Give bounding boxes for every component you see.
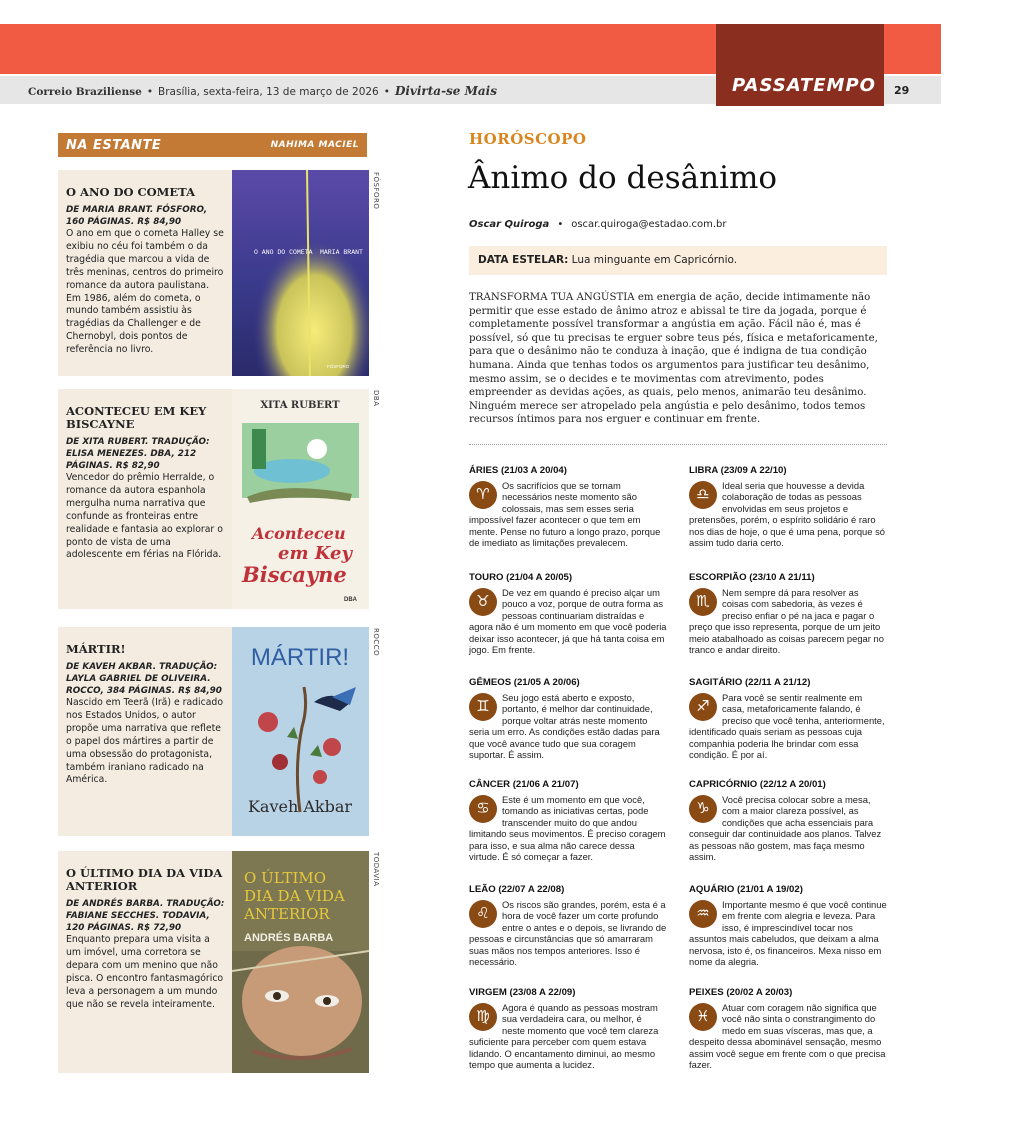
sign-virgo <box>469 987 667 1071</box>
sign-text: Seu jogo está aberto e exposto, portanto, é melhor dar continuidade, porque voltar atrás neste momento seria um erro. As condições estão dadas para que você avance tudo que sua coragem suportar. É assim. <box>469 691 660 760</box>
stellar-date-label: DATA ESTELAR: <box>478 254 569 266</box>
newspaper-name: Correio Braziliense <box>28 86 142 98</box>
sign-libra <box>689 465 887 549</box>
section-label: PASSATEMPO <box>732 75 876 96</box>
cover-credit: DBA <box>372 390 380 407</box>
sign-name: ESCORPIÃO (23/10 A 21/11) <box>689 572 815 583</box>
sign-cancer <box>469 779 667 863</box>
cover-credit: FÓSFORO <box>372 172 380 210</box>
cancer-icon: ♋ <box>469 795 497 823</box>
sign-text: Agora é quando as pessoas mostram sua verdadeira cara, ou melhor, é neste momento que você tem clareza suficiente para perceber com quem estava lidando. O encantamento diminui, ao mesmo tempo que aumenta a lucidez. <box>469 1001 659 1070</box>
sign-name: LEÃO (22/07 A 22/08) <box>469 884 565 895</box>
sign-text: Nem sempre dá para resolver as coisas com sabedoria, às vezes é preciso enfiar o pé na jaca e pagar o preço que isso representa, porque de um jeito meio atabalhoado as coisas parecem pegar no tranco e andar direito. <box>689 586 884 655</box>
book-card-ano-do-cometa <box>58 170 367 376</box>
sign-gemini <box>469 677 667 761</box>
cover-author: ANDRÉS BARBA <box>244 932 334 944</box>
cover-author: Kaveh Akbar <box>247 797 353 816</box>
sign-name: VIRGEM (23/08 A 22/09) <box>469 987 576 998</box>
book-title: O ÚLTIMO DIA DA VIDA ANTERIOR <box>66 866 223 893</box>
sign-name: CAPRICÓRNIO (22/12 A 20/01) <box>689 779 826 790</box>
book-card-key-biscayne <box>58 389 367 609</box>
book-cover <box>232 851 369 1073</box>
divider <box>469 444 887 445</box>
masthead: Correio Braziliense • Brasília, sexta-feira, 13 de março de 2026 • Divirta-se Mais <box>28 84 497 98</box>
sign-name: AQUÁRIO (21/01 A 19/02) <box>689 884 803 895</box>
sign-aries <box>469 465 667 549</box>
page-number: 29 <box>894 84 910 97</box>
book-meta: DE MARIA BRANT. FÓSFORO, 160 PÁGINAS. R$ 84,90 <box>66 205 208 227</box>
book-card-martir <box>58 627 367 836</box>
book-description: O ano em que o cometa Halley se exibiu no céu foi também o da tragédia que marcou a vida de três meninas, centros do primeiro romance da autora paulistana. Em 1986, além do cometa, o mundo também assistiu às tragédias da Challenger e de Chernobyl, dois pontos de referência no livro. <box>66 228 224 356</box>
stellar-date-box <box>469 246 887 275</box>
sign-text: Atuar com coragem não significa que você não sinta o constrangimento do medo em suas vísceras, mas que, a despeito dessa abominável sensação, mesmo assim você segue em frente com o que precisa fazer. <box>689 1001 886 1070</box>
author-email[interactable]: oscar.quiroga@estadao.com.br <box>571 219 727 230</box>
book-title: ACONTECEU EM KEY BISCAYNE <box>66 404 207 431</box>
sign-pisces <box>689 987 887 1071</box>
book-title: MÁRTIR! <box>66 642 126 656</box>
book-meta: DE KAVEH AKBAR. TRADUÇÃO: LAYLA GABRIEL DE OLIVEIRA. ROCCO, 384 PÁGINAS. R$ 84,90 <box>66 662 222 696</box>
book-cover <box>232 170 369 376</box>
book-meta: DE ANDRÉS BARBA. TRADUÇÃO: FABIANE SECCHES. TODAVIA, 120 PÁGINAS. R$ 72,90 <box>66 899 225 933</box>
estante-header <box>58 133 367 157</box>
leo-icon: ♌ <box>469 900 497 928</box>
sign-text: Ideal seria que houvesse a devida colaboração de todas as pessoas envolvidas em seus projetos e pretensões, porém, o espírito solidário é raro nos dias de hoje, o que é uma pena, porque só assim tudo daria certo. <box>689 479 885 548</box>
horoscope-intro: TRANSFORMA TUA ANGÚSTIA em energia de ação, decide intimamente não permitir que esse estado de ânimo atroz e abissal te tire da jogada, porque é completamente possível transformar a angústia em ação. Fácil não é, mas é possível, só que tu precisas te erguer sobre teus pés, física e metaforicamente, para que o desânimo não te conduza à inação, que é indigna de tua condição humana. Ainda que tenhas todos os argumentos para justificar teu desânimo, mesmo assim, se o decides e te movimentas com atrevimento, podes empreender as devidas ações, as quais, pelo menos, animarão teu desânimo. Ninguém merece ser atropelado pela angústia e pelo desânimo, todos temos recursos íntimos para nos erguer e continuar em frente. <box>469 292 878 426</box>
horoscope-kicker: HORÓSCOPO <box>469 130 587 148</box>
sign-text: De vez em quando é preciso alçar um pouco a voz, porque de outra forma as pessoas continuariam distraídas e agora não é um momento em que você poderia deixar isso acontecer, já que há tanta coisa em jogo. Em frente. <box>469 586 667 655</box>
sign-text: Este é um momento em que você, tomando as iniciativas certas, pode transcender muito do que andou limitando seus movimentos. É preciso coragem para isso, e sua alma não carece dessa virtude. É só começar a fazer. <box>469 793 666 862</box>
cover-author: XITA RUBERT <box>260 400 340 411</box>
cover-title-1: O ÚLTIMO <box>244 869 327 887</box>
estante-author: NAHIMA MACIEL <box>270 140 359 150</box>
sign-text: Os riscos são grandes, porém, esta é a hora de você fazer um corte profundo entre o antes e o depois, se livrando de pessoas e circunstâncias que só amarraram suas mãos nos tempos anteriores. Isso é necessário. <box>469 898 667 967</box>
dateline: Brasília, sexta-feira, 13 de março de 2026 <box>158 86 379 98</box>
book-description: Enquanto prepara uma visita a um imóvel, uma corretora se depara com um menino que não pisca. O encontro fantasmagórico leva a personagem a um mundo que não se revela inteiramente. <box>66 934 224 1010</box>
sign-text: Você precisa colocar sobre a mesa, com a maior clareza possível, as condições que acha essenciais para conseguir dar continuidade aos planos. Talvez as pessoas não gostem, mas faça mesmo assim. <box>689 793 882 862</box>
sign-scorpio <box>689 572 887 656</box>
book-meta: DE XITA RUBERT. TRADUÇÃO: ELISA MENEZES. DBA, 212 PÁGINAS. R$ 82,90 <box>66 437 210 471</box>
cover-title-2: em Key <box>278 543 352 564</box>
author-name: Oscar Quiroga <box>469 219 550 230</box>
cover-title-2: DIA DA VIDA <box>244 887 345 905</box>
book-title: O ANO DO COMETA <box>66 185 195 199</box>
cover-credit: ROCCO <box>372 628 380 657</box>
sign-name: SAGITÁRIO (22/11 A 21/12) <box>689 677 811 688</box>
book-description: Vencedor do prêmio Herralde, o romance da autora espanhola mergulha numa narrativa que confunde as fronteiras entre realidade e fantasia ao explorar o ponto de vista de uma adolescente em férias na Flórida. <box>66 472 223 561</box>
cover-publisher: DBA <box>344 597 357 603</box>
cover-credit: TODAVIA <box>372 852 380 887</box>
sign-name: PEIXES (20/02 A 20/03) <box>689 987 793 998</box>
sign-taurus <box>469 572 667 656</box>
sign-name: CÂNCER (21/06 A 21/07) <box>469 779 579 790</box>
sign-text: Importante mesmo é que você continue em frente com alegria e leveza. Para isso, é imprescindível tocar nos assuntos mais cabeludos, que deixam a alma nervosa, isto é, os financeiros. Mexa nisso em nome da alegria. <box>689 898 887 967</box>
libra-icon: ♎ <box>689 481 717 509</box>
book-description: Nascido em Teerã (Irã) e radicado nos Estados Unidos, o autor propõe uma narrativa que reflete o papel dos mártires a partir de uma obsessão do protagonista, também iraniano radicado na América. <box>66 697 224 786</box>
stellar-date-value: Lua minguante em Capricórnio. <box>571 254 738 266</box>
supplement-name: Divirta-se Mais <box>394 84 497 98</box>
sign-aquarius <box>689 884 887 968</box>
sign-text: Os sacrifícios que se tornam necessários neste momento são colossais, mas sem esses seria impossível fazer acontecer o que tem em mente. Pense no futuro a longo prazo, porque de imediato as limitações prevalecem. <box>469 479 661 548</box>
sign-name: ÁRIES (21/03 A 20/04) <box>469 465 567 476</box>
virgo-icon: ♍ <box>469 1003 497 1031</box>
sign-leo <box>469 884 667 968</box>
cover-title: MÁRTIR! <box>250 644 350 671</box>
sign-capricorn <box>689 779 887 863</box>
estante-title: NA ESTANTE <box>66 137 162 153</box>
book-card-ultimo-dia <box>58 851 367 1073</box>
cover-title-1: Aconteceu <box>252 524 346 543</box>
cover-title-3: Biscayne <box>242 562 347 587</box>
book-cover <box>232 389 369 609</box>
cover-title: O ANO DO COMETA <box>254 249 313 256</box>
gemini-icon: ♊ <box>469 693 497 721</box>
sign-name: GÊMEOS (21/05 A 20/06) <box>469 677 580 688</box>
book-cover <box>232 627 369 836</box>
taurus-icon: ♉ <box>469 588 497 616</box>
sign-text: Para você se sentir realmente em casa, metaforicamente falando, é preciso que você tenha, anteriormente, identificado quais seriam as pessoas cuja companhia poderia lhe brindar com essa condição. É por aí. <box>689 691 885 760</box>
horoscope-title: Ânimo do desânimo <box>468 160 778 196</box>
cover-author: MARIA BRANT <box>320 249 363 256</box>
pisces-icon: ♓ <box>689 1003 717 1031</box>
sign-sagittarius <box>689 677 887 761</box>
capricorn-icon: ♑ <box>689 795 717 823</box>
cover-publisher: FÓSFORO <box>327 364 350 369</box>
sign-name: LIBRA (23/09 A 22/10) <box>689 465 787 476</box>
byline: Oscar Quiroga • oscar.quiroga@estadao.com.br <box>469 219 727 230</box>
aquarius-icon: ♒ <box>689 900 717 928</box>
cover-title-3: ANTERIOR <box>244 905 330 923</box>
aries-icon: ♈ <box>469 481 497 509</box>
scorpio-icon: ♏ <box>689 588 717 616</box>
sagittarius-icon: ♐ <box>689 693 717 721</box>
sign-name: TOURO (21/04 A 20/05) <box>469 572 573 583</box>
